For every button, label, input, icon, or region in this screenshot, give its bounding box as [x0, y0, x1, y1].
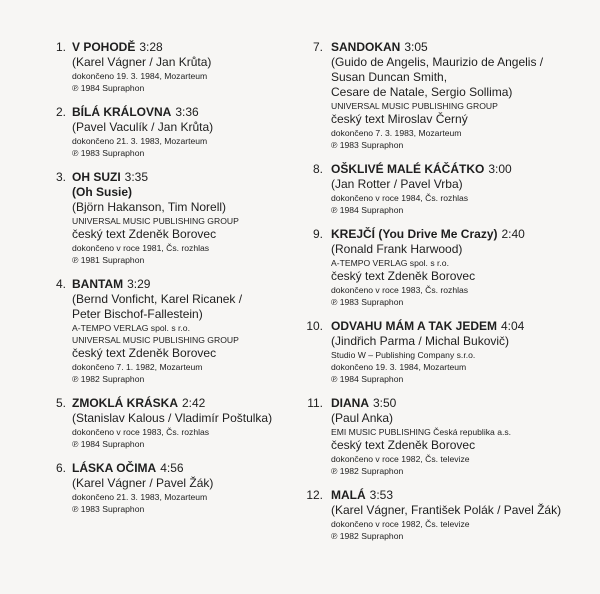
track-credit-note: dokončeno v roce 1982, Čs. televize	[331, 454, 470, 464]
track-title: KREJČÍ (You Drive Me Crazy)	[331, 227, 498, 241]
track-number: 6.	[55, 461, 66, 475]
track-header	[72, 461, 296, 476]
track-number: 3.	[55, 170, 66, 184]
track-duration: 4:56	[160, 461, 184, 475]
track-credit-line: (Björn Hakanson, Tim Norell)	[72, 200, 227, 214]
track-title: OH SUZI	[72, 170, 121, 184]
track-number: 4.	[55, 277, 66, 291]
track-header	[331, 162, 597, 177]
track-7-sandokan	[305, 40, 597, 151]
track-credit-note: ℗ 1984 Supraphon	[72, 439, 145, 449]
track-header	[72, 396, 296, 411]
track-title: MALÁ	[331, 488, 366, 502]
track-credit-line: (Guido de Angelis, Maurizio de Angelis /	[331, 55, 544, 69]
track-duration: 4:04	[501, 319, 525, 333]
track-title: BANTAM	[72, 277, 124, 291]
track-credit-note: ℗ 1982 Supraphon	[331, 466, 404, 476]
track-10-odvahu-mam-a-tak-jedem	[305, 319, 597, 385]
track-credit-note: UNIVERSAL MUSIC PUBLISHING GROUP	[72, 216, 239, 226]
track-credit-line: (Karel Vágner / Jan Krůta)	[72, 55, 212, 69]
track-credit-line: (Jindřich Parma / Michal Bukovič)	[331, 334, 510, 348]
track-credit-note: dokončeno v roce 1983, Čs. rozhlas	[72, 427, 210, 437]
track-credit-line: český text Zdeněk Borovec	[331, 269, 476, 283]
track-duration: 3:29	[127, 277, 151, 291]
track-duration: 3:50	[373, 396, 397, 410]
track-duration: 3:36	[175, 105, 199, 119]
track-credit-note: A-TEMPO VERLAG spol. s r.o.	[72, 323, 190, 333]
track-credit-note: dokončeno 19. 3. 1984, Mozarteum	[72, 71, 208, 81]
track-credit-note: ℗ 1984 Supraphon	[331, 205, 404, 215]
track-credit-line: (Bernd Vonficht, Karel Ricanek /	[72, 292, 243, 306]
track-duration: 2:42	[182, 396, 206, 410]
track-duration: 3:53	[369, 488, 394, 502]
track-credit-note: ℗ 1982 Supraphon	[72, 374, 145, 384]
track-title: SANDOKAN	[331, 40, 401, 54]
track-duration: 3:05	[404, 40, 428, 54]
track-credit-note: EMI MUSIC PUBLISHING Česká republika a.s.	[331, 427, 512, 437]
track-header	[72, 105, 296, 120]
track-credit-line: (Ronald Frank Harwood)	[331, 242, 463, 256]
track-credit-note: dokončeno 21. 3. 1983, Mozarteum	[72, 492, 208, 502]
track-number: 10.	[306, 319, 323, 333]
track-11-diana	[305, 396, 597, 477]
track-credit-note: dokončeno v roce 1983, Čs. rozhlas	[331, 285, 469, 295]
track-credit-note: ℗ 1984 Supraphon	[72, 83, 145, 93]
track-duration: 3:35	[124, 170, 149, 184]
track-credit-note: ℗ 1983 Supraphon	[331, 140, 404, 150]
track-credit-note: UNIVERSAL MUSIC PUBLISHING GROUP	[72, 335, 239, 345]
track-credit-line: český text Zdeněk Borovec	[72, 227, 217, 241]
track-5-zmokla-kraska	[46, 396, 296, 450]
track-duration: 2:40	[501, 227, 525, 241]
track-credit-note: ℗ 1981 Supraphon	[72, 255, 145, 265]
track-2-bila-kralovna	[46, 105, 296, 159]
track-credit-note: dokončeno v roce 1984, Čs. rozhlas	[331, 193, 469, 203]
track-title: ODVAHU MÁM A TAK JEDEM	[331, 319, 497, 333]
track-credit-line: český text Miroslav Černý	[331, 112, 468, 126]
track-duration: 3:28	[139, 40, 163, 54]
track-credit-note: ℗ 1983 Supraphon	[331, 297, 404, 307]
track-12-mala	[305, 488, 597, 542]
track-3-oh-suzi	[46, 170, 296, 266]
track-title: ZMOKLÁ KRÁSKA	[72, 396, 178, 410]
track-title: OŠKLIVÉ MALÉ KÁČÁTKO	[331, 162, 485, 176]
track-credit-line: Peter Bischof-Fallestein)	[72, 307, 203, 321]
track-4-bantam	[46, 277, 296, 385]
track-credit-line: (Pavel Vaculík / Jan Krůta)	[72, 120, 214, 134]
track-number: 9.	[312, 227, 323, 241]
track-8-osklive-male-kacatko	[305, 162, 597, 216]
track-header	[72, 277, 296, 292]
track-header	[331, 488, 597, 503]
track-credit-note: ℗ 1984 Supraphon	[331, 374, 404, 384]
track-credit-note: dokončeno 7. 1. 1982, Mozarteum	[72, 362, 203, 372]
track-number: 5.	[55, 396, 66, 410]
track-credit-note: dokončeno 19. 3. 1984, Mozarteum	[331, 362, 467, 372]
track-credit-line: Susan Duncan Smith,	[331, 70, 448, 84]
track-credit-line: (Stanislav Kalous / Vladimír Poštulka)	[72, 411, 273, 425]
track-credit-note: dokončeno v roce 1981, Čs. rozhlas	[72, 243, 210, 253]
track-number: 8.	[312, 162, 323, 176]
track-duration: 3:00	[488, 162, 512, 176]
track-credit-line: Cesare de Natale, Sergio Sollima)	[331, 85, 513, 99]
track-credit-line: (Karel Vágner / Pavel Žák)	[72, 476, 214, 490]
track-9-krejci-you-drive-me-crazy	[305, 227, 597, 308]
track-number: 12.	[306, 488, 323, 502]
track-number: 2.	[55, 105, 66, 119]
track-credit-note: A-TEMPO VERLAG spol. s r.o.	[331, 258, 449, 268]
track-title: DIANA	[331, 396, 369, 410]
track-number: 1.	[55, 40, 66, 54]
track-credit-note: UNIVERSAL MUSIC PUBLISHING GROUP	[331, 101, 498, 111]
track-credit-note: dokončeno 21. 3. 1983, Mozarteum	[72, 136, 208, 146]
track-credit-note: ℗ 1982 Supraphon	[331, 531, 404, 541]
track-credit-note: ℗ 1983 Supraphon	[72, 148, 145, 158]
left-column	[46, 40, 296, 526]
track-number: 11.	[307, 396, 323, 410]
track-credit-note: dokončeno 7. 3. 1983, Mozarteum	[331, 128, 462, 138]
track-number: 7.	[312, 40, 323, 54]
track-6-laska-ocima	[46, 461, 296, 515]
track-credit-note: dokončeno v roce 1982, Čs. televize	[331, 519, 470, 529]
track-title: V POHODĚ	[72, 40, 136, 54]
right-column	[305, 40, 597, 553]
track-header	[331, 227, 597, 242]
track-credit-note: Studio W – Publishing Company s.r.o.	[331, 350, 476, 360]
track-credit-line: český text Zdeněk Borovec	[331, 438, 476, 452]
track-1-v-pohode	[46, 40, 296, 94]
track-credit-line: (Karel Vágner, František Polák / Pavel Žák)	[331, 503, 562, 517]
track-header	[331, 40, 597, 55]
track-credit-line: (Paul Anka)	[331, 411, 394, 425]
track-credit-line: (Jan Rotter / Pavel Vrba)	[331, 177, 463, 191]
track-header	[331, 396, 597, 411]
track-title: BÍLÁ KRÁLOVNA	[72, 105, 172, 119]
track-credit-line: (Oh Susie)	[72, 185, 133, 199]
track-credit-line: český text Zdeněk Borovec	[72, 346, 217, 360]
track-header	[72, 40, 296, 55]
track-credit-note: ℗ 1983 Supraphon	[72, 504, 145, 514]
track-header	[331, 319, 597, 334]
track-header	[72, 170, 296, 185]
track-title: LÁSKA OČIMA	[72, 461, 157, 475]
